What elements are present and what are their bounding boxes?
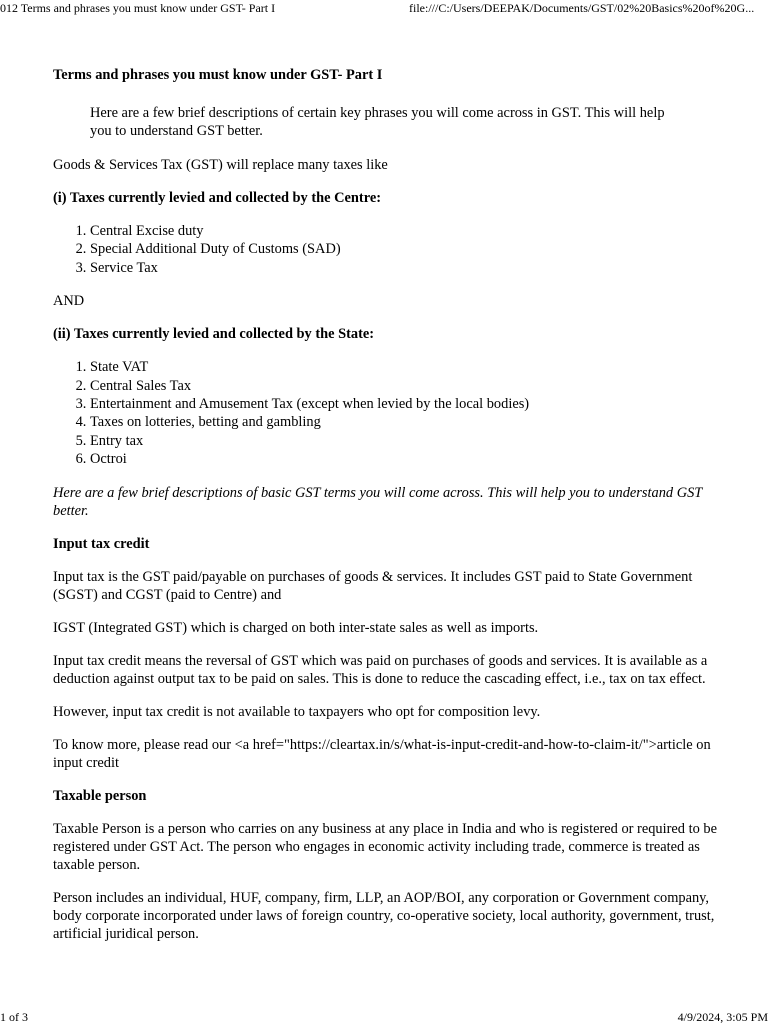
- itc-read-more: To know more, please read our <a href="https://cleartax.in/s/what-is-input-credit-and-how-to-claim-it/">article on input credit: [53, 736, 711, 771]
- print-datetime: 4/9/2024, 3:05 PM: [677, 1010, 768, 1024]
- replace-line: Goods & Services Tax (GST) will replace many taxes like: [53, 157, 388, 173]
- list-item: 2. Special Additional Duty of Customs (SAD): [90, 240, 723, 258]
- state-taxes-list: [53, 358, 723, 468]
- gst-terms-intro: Here are a few brief descriptions of basic GST terms you will come across. This will help you to understand GST better.: [53, 484, 703, 519]
- list-item: 3. Entertainment and Amusement Tax (except when levied by the local bodies): [90, 395, 723, 413]
- list-item: 1. Central Excise duty: [90, 222, 723, 240]
- taxable-person-heading: Taxable person: [53, 787, 147, 804]
- itc-paragraph: Input tax is the GST paid/payable on purchases of goods & services. It includes GST paid to State Government (SGST) and CGST (paid to Centre) and: [53, 568, 693, 603]
- list-item: 1. State VAT: [90, 358, 723, 376]
- document-body: [53, 66, 723, 958]
- list-item: 4. Taxes on lotteries, betting and gambling: [90, 413, 723, 431]
- centre-taxes-list: [53, 222, 723, 277]
- print-header: [0, 0, 768, 16]
- itc-paragraph: However, input tax credit is not available to taxpayers who opt for composition levy.: [53, 703, 541, 720]
- taxable-person-paragraph: Person includes an individual, HUF, company, firm, LLP, an AOP/BOI, any corporation or Government company, body corporate incorporated under laws of foreign country, co-operative society, local authority, government, trust, artificial juridical person.: [53, 889, 715, 942]
- itc-paragraph: Input tax credit means the reversal of GST which was paid on purchases of goods and services. It is available as a deduction against output tax to be paid on sales. This is done to reduce the cascading effect, i.e., tax on tax effect.: [53, 652, 708, 687]
- input-tax-credit-heading: Input tax credit: [53, 535, 150, 552]
- page-number: 1 of 3: [0, 1010, 28, 1024]
- print-footer: [0, 1009, 768, 1025]
- intro-quote: Here are a few brief descriptions of certain key phrases you will come across in GST. This will help you to understand GST better.: [90, 105, 665, 139]
- taxable-person-paragraph: Taxable Person is a person who carries on any business at any place in India and who is registered or required to be registered under GST Act. The person who engages in economic activity including trade, commerce is treated as taxable person.: [53, 820, 717, 873]
- document-title: Terms and phrases you must know under GST- Part I: [53, 67, 383, 83]
- list-item: 2. Central Sales Tax: [90, 377, 723, 395]
- list-item: 3. Service Tax: [90, 259, 723, 277]
- itc-paragraph: IGST (Integrated GST) which is charged on both inter-state sales as well as imports.: [53, 619, 539, 636]
- list-item: 5. Entry tax: [90, 432, 723, 450]
- list-item: 6. Octroi: [90, 450, 723, 468]
- print-header-url: file:///C:/Users/DEEPAK/Documents/GST/02%20Basics%20of%20G...: [409, 1, 755, 15]
- state-taxes-heading: (ii) Taxes currently levied and collected by the State:: [53, 326, 375, 343]
- print-header-title: 012 Terms and phrases you must know under GST- Part I: [0, 1, 276, 15]
- centre-taxes-heading: (i) Taxes currently levied and collected by the Centre:: [53, 190, 382, 206]
- and-text: AND: [53, 293, 85, 310]
